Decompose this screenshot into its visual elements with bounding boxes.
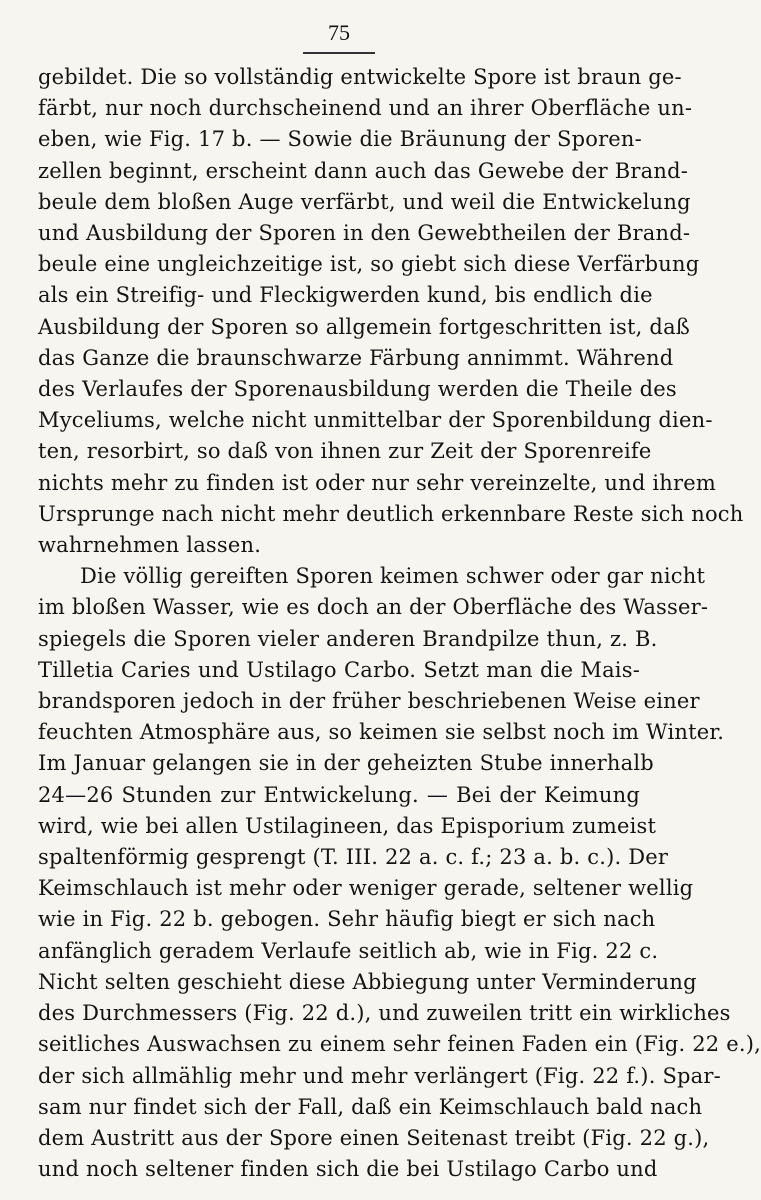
text-line: das Ganze die braunschwarze Färbung annimmt. Während	[38, 345, 674, 370]
text-line: dem Austritt aus der Spore einen Seitenast treibt (Fig. 22 g.),	[38, 1125, 710, 1150]
text-line: nichts mehr zu finden ist oder nur sehr vereinzelte, und ihrem	[38, 470, 717, 495]
text-line: Die völlig gereiften Sporen keimen schwer oder gar nicht	[80, 564, 706, 589]
text-line: des Verlaufes der Sporenausbildung werden die Theile des	[38, 377, 677, 402]
text-line: zellen beginnt, erscheint dann auch das Gewebe der Brand-	[38, 158, 689, 183]
text-line: des Durchmessers (Fig. 22 d.), und zuweilen tritt ein wirkliches	[38, 1001, 731, 1026]
text-line: spaltenförmig gesprengt (T. III. 22 a. c. f.; 23 a. b. c.). Der	[38, 845, 669, 870]
text-line: der sich allmählig mehr und mehr verlängert (Fig. 22 f.). Spar-	[38, 1063, 721, 1088]
page-number: 75	[328, 20, 350, 45]
text-line: Ausbildung der Sporen so allgemein fortgeschritten ist, daß	[38, 314, 691, 339]
text-line: färbt, nur noch durchscheinend und an ihrer Oberfläche un-	[38, 96, 693, 121]
body-text	[38, 62, 761, 1185]
text-line: wird, wie bei allen Ustilagineen, das Episporium zumeist	[38, 813, 657, 838]
text-line: wahrnehmen lassen.	[38, 533, 262, 558]
text-line: wie in Fig. 22 b. gebogen. Sehr häufig biegt er sich nach	[38, 907, 656, 932]
text-line: Tilletia Caries und Ustilago Carbo. Setzt man die Mais-	[38, 657, 640, 682]
text-line: und noch seltener finden sich die bei Ustilago Carbo und	[38, 1157, 658, 1182]
paragraph	[38, 561, 761, 1185]
paragraph	[38, 62, 744, 561]
text-line: und Ausbildung der Sporen in den Gewebtheilen der Brand-	[38, 221, 691, 246]
text-line: als ein Streifig- und Fleckigwerden kund, bis endlich die	[38, 283, 653, 308]
text-line: gebildet. Die so vollständig entwickelte Spore ist braun ge-	[38, 65, 682, 89]
text-line: Ursprunge nach nicht mehr deutlich erkennbare Reste sich noch	[38, 501, 744, 526]
text-line: ten, resorbirt, so daß von ihnen zur Zeit der Sporenreife	[38, 439, 652, 464]
text-line: seitliches Auswachsen zu einem sehr feinen Faden ein (Fig. 22 e.),	[38, 1032, 761, 1057]
text-line: beule eine ungleichzeitige ist, so giebt sich diese Verfärbung	[38, 252, 700, 277]
header-rule	[303, 52, 375, 54]
text-line: sam nur findet sich der Fall, daß ein Keimschlauch bald nach	[38, 1094, 703, 1119]
text-line: Im Januar gelangen sie in der geheizten Stube innerhalb	[38, 751, 654, 776]
text-line: im bloßen Wasser, wie es doch an der Oberfläche des Wasser-	[38, 595, 709, 620]
text-line: feuchten Atmosphäre aus, so keimen sie selbst noch im Winter.	[38, 720, 725, 745]
text-line: Nicht selten geschieht diese Abbiegung unter Verminderung	[38, 969, 697, 994]
text-line: anfänglich geradem Verlaufe seitlich ab, wie in Fig. 22 c.	[38, 938, 659, 963]
text-line: eben, wie Fig. 17 b. — Sowie die Bräunung der Sporen-	[38, 127, 642, 152]
text-line: 24—26 Stunden zur Entwickelung. — Bei der Keimung	[38, 782, 640, 807]
text-line: brandsporen jedoch in der früher beschriebenen Weise einer	[38, 689, 700, 714]
text-line: Keimschlauch ist mehr oder weniger gerade, seltener wellig	[38, 876, 694, 901]
text-line: beule dem bloßen Auge verfärbt, und weil die Entwickelung	[38, 189, 691, 214]
text-line: spiegels die Sporen vieler anderen Brandpilze thun, z. B.	[38, 626, 658, 651]
text-line: Myceliums, welche nicht unmittelbar der Sporenbildung dien-	[38, 408, 713, 433]
